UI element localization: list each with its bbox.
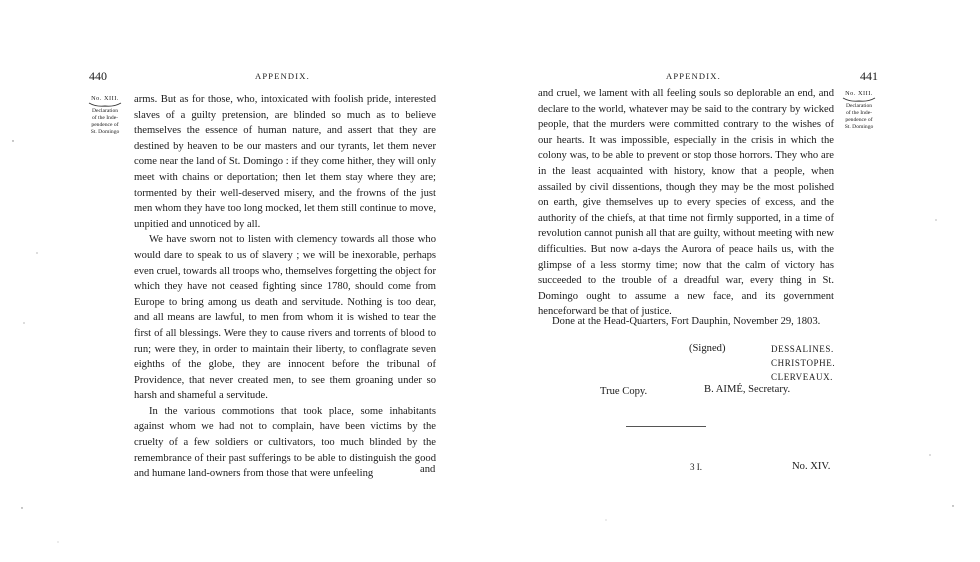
paragraph: and cruel, we lament with all feeling souls so deplorable an end, and declare to the world, whatever may be said to the contrary by wicked people, that the murders were committed contrary to the wishes of our hearts. It was impossible, especially in the crisis in which the colony was, to be able to prevent or stop those horrors. They who are in the least acquainted with history, know that a people, when assailed by civil dissentions, though they may be the most polished on earth, give themselves up to every species of excess, and the authority of the chiefs, at that time not firmly supported, in a time of revolution cannot punish all that are guilty, without meeting with new difficulties. But now a-days the Aurora of peace hails us, with the glimpse of a less stormy time; now that the calm of victory has succeeded to the trouble of a dreadful war, every thing in St. Domingo ought to assume a new face, and its government henceforward be that of justice. bbox=[538, 88, 834, 318]
signatory: DESSALINES. bbox=[771, 344, 834, 354]
side-note-line: of the Inde- bbox=[845, 110, 873, 116]
side-note-line: Declaration bbox=[845, 103, 873, 109]
signatory: CLERVEAUX. bbox=[771, 372, 834, 382]
running-head: APPENDIX. bbox=[255, 71, 310, 81]
page-number: 440 bbox=[89, 69, 107, 83]
side-note-line: pendence of bbox=[91, 122, 119, 128]
dateline: Done at the Head-Quarters, Fort Dauphin, November 29, 1803. bbox=[552, 316, 821, 327]
signature-mark: 3 I. bbox=[690, 462, 702, 472]
paragraph: In the various commotions that took place, some inhabitants against whom we had not to complain, have been victims by the cruelty of a few soldiers or cultivators, too much blinded by the remembrance of their past sufferings to be able to distinguish the good and humane land-owners from those that were unfeeling bbox=[134, 405, 436, 480]
side-note-number: No. XIII. bbox=[91, 95, 119, 102]
running-head: APPENDIX. bbox=[666, 71, 721, 81]
side-note-number: No. XIII. bbox=[845, 90, 873, 97]
catchword: and bbox=[420, 464, 436, 475]
secretary: B. AIMÉ, Secretary. bbox=[704, 384, 791, 395]
true-copy: True Copy. bbox=[600, 386, 648, 397]
side-note-line: pendence of bbox=[845, 117, 873, 123]
paragraph: arms. But as for those, who, intoxicated with foolish pride, interested slaves of a guilty pretension, are blinded so much as to believe themselves the essence of human nature, and assert that they are destined by heaven to be our masters and our tyrants, let them never come near the land of St. Domingo : if they come hither, they will only meet with chains or deportation; then let them stay where they are; tormented by their well-deserved misery, and the frowns of the just men whom they have too long mocked, let them still continue to move, unpitied and unnoticed by all. bbox=[134, 94, 436, 230]
signed-label: (Signed) bbox=[689, 343, 726, 354]
signatory: CHRISTOPHE. bbox=[771, 358, 836, 368]
side-note-line: of the Inde- bbox=[91, 115, 119, 121]
paragraph: We have sworn not to listen with clemency towards all those who would dare to speak to us of slavery ; we will be inexorable, perhaps even cruel, towards all troops who, themselves forgetting the object for which they have not ceased fighting since 1780, should come from Europe to bring among us death and servitude. Nothing is too dear, and all means are lawful, to men from whom it is wished to tear the first of all blessings. Were they to cause rivers and torrents of blood to run; were they, in order to maintain their liberty, to conflagrate seven eighths of the globe, they are innocent before the tribunal of Providence, that never created men, to see them groaning under so harsh and shameful a servitude. bbox=[134, 234, 436, 402]
side-note-line: St. Domingo bbox=[844, 124, 874, 130]
next-catchword: No. XIV. bbox=[792, 461, 831, 472]
side-note-line: St. Domingo bbox=[90, 129, 120, 135]
side-note-line: Declaration bbox=[91, 108, 119, 114]
page-number: 441 bbox=[860, 69, 878, 83]
